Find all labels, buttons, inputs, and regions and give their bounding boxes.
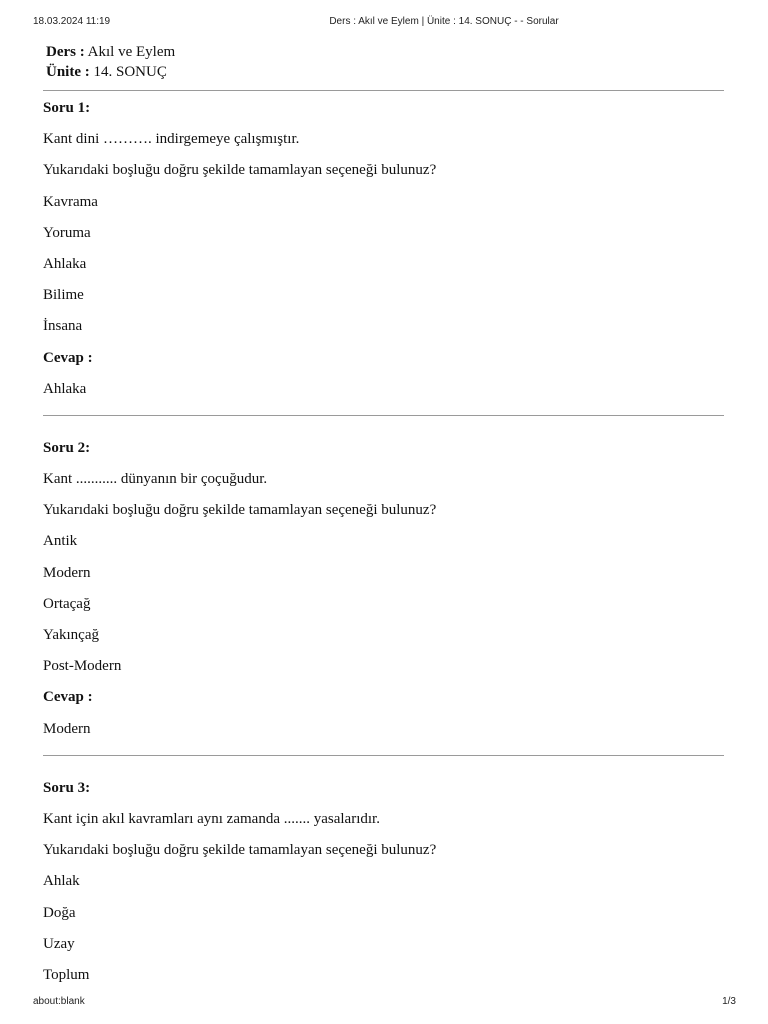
question-2 [43,415,724,751]
print-url: about:blank [33,996,85,1007]
option: Ahlak [43,873,80,890]
unit-value: 14. SONUÇ [93,64,167,80]
question-title: Soru 3: [43,779,91,796]
question-3 [43,755,724,984]
course-value: Akıl ve Eylem [87,44,176,60]
option: Kavrama [43,193,98,210]
question-prompt: Yukarıdaki boşluğu doğru şekilde tamamlayan seçeneği bulunuz? [43,502,437,519]
question-text: Kant ........... dünyanın bir çoçuğudur. [43,471,268,488]
question-title: Soru 2: [43,439,91,456]
course-label: Ders : [46,44,85,60]
print-page-title: Ders : Akıl ve Eylem | Ünite : 14. SONUÇ - - Sorular [329,16,559,27]
unit-label: Ünite : [46,64,90,80]
option: Ahlaka [43,255,87,272]
option: İnsana [43,318,83,335]
option: Uzay [43,935,75,952]
question-1 [43,90,724,411]
option: Yakınçağ [43,627,99,643]
option: Antik [43,533,78,550]
option: Yoruma [43,224,91,241]
course-line [46,42,175,62]
question-text: Kant için akıl kavramları aynı zamanda ....... yasalarıdır. [43,810,380,827]
option: Ortaçağ [43,595,91,612]
page-number: 1/3 [722,996,736,1007]
course-meta [46,42,175,82]
print-footer [0,996,768,1010]
answer-label: Cevap : [43,349,93,366]
question-text: Kant dini ………. indirgemeye çalışmıştır. [43,131,300,148]
print-datetime: 18.03.2024 11:19 [33,16,111,27]
option: Bilime [43,287,84,304]
answer-value: Modern [43,720,91,737]
questions-list [43,90,724,984]
option: Modern [43,564,91,581]
answer-label: Cevap : [43,689,93,706]
option: Toplum [43,966,90,983]
option: Post-Modern [43,658,122,675]
question-title: Soru 1: [43,100,91,116]
question-prompt: Yukarıdaki boşluğu doğru şekilde tamamlayan seçeneği bulunuz? [43,162,437,179]
print-header [0,16,768,30]
option: Doğa [43,904,76,921]
answer-value: Ahlaka [43,380,87,397]
question-prompt: Yukarıdaki boşluğu doğru şekilde tamamlayan seçeneği bulunuz? [43,842,437,859]
unit-line [46,62,175,82]
